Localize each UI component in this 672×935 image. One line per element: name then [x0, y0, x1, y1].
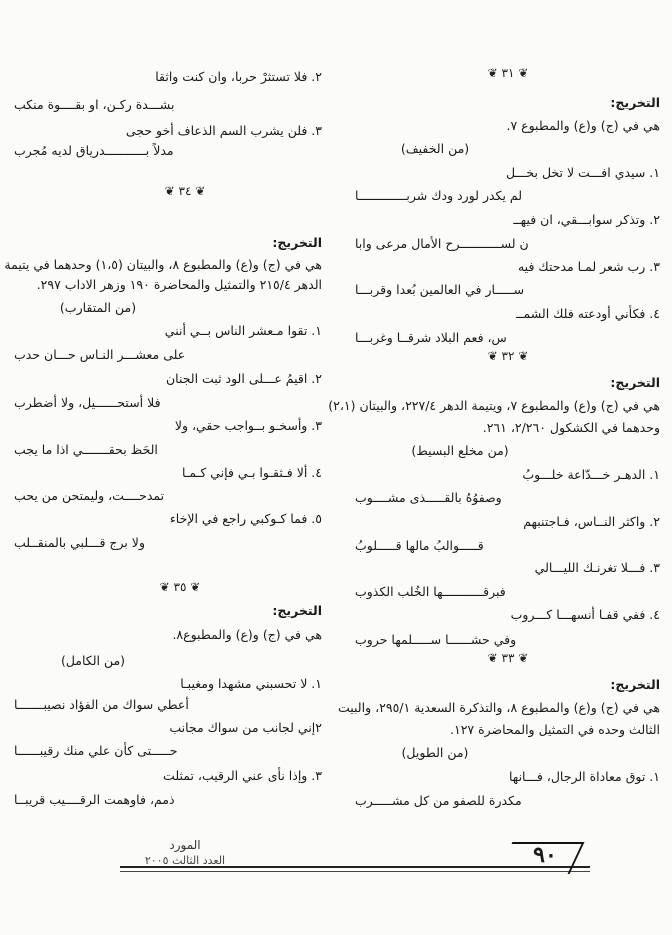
meter-label: (من الخفيف) — [400, 141, 470, 156]
verse-line: ٢. واكثر النــاس، فـاجتنبهم — [523, 514, 660, 529]
verse-line: قـــــوالبُ مالها قـــــلوبُ — [355, 538, 484, 553]
verse-line: ٢. اقيمُ عـــلى الود ثبت الجنان — [165, 371, 322, 386]
section-marker: ❦ ٣٤ ❦ — [155, 184, 215, 198]
section-marker: ❦ ٣١ ❦ — [478, 66, 538, 80]
verse-line: لم يكدر لورد ودك شربـــــــــــــا — [355, 188, 523, 203]
takhrij-label: التخريج: — [610, 677, 660, 692]
verse-line: ذمم، فاوهمت الرقــــيب قريبــا — [14, 792, 175, 807]
takhrij-text: هي في (ج) و(ع) والمطبوع ٧، ويتيمة الدهر ٢٢٧/٤، والبيتان (٢،١) — [328, 398, 660, 413]
takhrij-label: التخريج: — [610, 375, 660, 390]
verse-line: س، فعم البلاد شرقــا وغربـــا — [355, 330, 507, 345]
verse-line: وفي حشــــــا ســـــلمها حروب — [355, 632, 517, 647]
verse-line: الحَظ بحقـــــــي اذا ما يجب — [14, 442, 158, 457]
verse-line: وصفوُهُ بالقـــــذى مشــــوب — [355, 490, 502, 505]
verse-line: ســـــار في العالمين بُعدا وقربـــا — [355, 282, 525, 297]
verse-line: حـــــتى كأن علي منك رقيبــــــا — [14, 743, 178, 758]
takhrij-text: الثالث وحده في التمثيل والمحاضرة ١٢٧. — [450, 722, 660, 737]
takhrij-text: هي في (ج) و(ع) والمطبوع ٨، والبيتان (١،٥) وحدهما في يتيمة — [4, 257, 322, 272]
verse-line: مدلاً بـــــــــــدرياق لديه مُجرب — [14, 143, 174, 158]
verse-line: ١. الدهـر خـــدّاعة خلـــوبُ — [522, 467, 660, 482]
verse-line: مكدرة للصفو من كل مشـــــرب — [355, 793, 522, 808]
verse-line: ٣. وأسخـو بــواجب حقي، ولا — [174, 418, 322, 433]
takhrij-label: التخريج: — [610, 95, 660, 110]
section-marker: ❦ ٣٣ ❦ — [478, 651, 538, 665]
meter-label: (من الطويل) — [401, 745, 469, 760]
verse-line: ٥. فما كـوكبي راجع في الإخاء — [169, 511, 322, 526]
takhrij-label: التخريج: — [272, 235, 322, 250]
verse-line: ٤. ففي قفـا أنسهـــا كـــروب — [510, 607, 660, 622]
takhrij-text: وحدهما في الكشكول ٢/٢٦٠، ٢٦١. — [482, 420, 660, 435]
verse-line: ٣. رب شعر لمـا مدحتك فيه — [517, 259, 660, 274]
section-marker: ❦ ٣٥ ❦ — [150, 580, 210, 594]
verse-line: ١. تقوا مـعشر الناس بــي أنني — [164, 323, 322, 338]
verse-line: ٣. فلن يشرب السم الذعاف أخو حجى — [125, 123, 322, 138]
verse-line: ٢. فلا تستثرْ حربا، وان كنت واثقا — [155, 69, 322, 84]
verse-line: ولا برج قـــلبي بالمنقــلب — [14, 535, 145, 550]
verse-line: ٣. وإذا نأى عني الرقيب، تمثلت — [163, 768, 322, 783]
journal-issue: العدد الثالث ٢٠٠٥ — [144, 854, 226, 867]
verse-line: ١. لا تحسبني مشهدا ومغيبـا — [180, 676, 322, 691]
verse-line: ٤. ألا فـثقـوا بـي فإني كـمـا — [181, 465, 322, 480]
takhrij-text: الدهر ٢١٥/٤ والتمثيل والمحاضرة ١٩٠ وزهر الاداب ٢٩٧. — [36, 277, 322, 292]
verse-line: ٣. فـــلا تغرنـك الليـــالي — [534, 560, 660, 575]
journal-name: المورد — [169, 838, 201, 852]
verse-line: ٤. فكأني أودعته فلك الشمــ — [516, 306, 660, 321]
page-number: ٩٠ — [533, 842, 557, 868]
takhrij-text: هي في (ج) و(ع) والمطبوع ٧. — [506, 118, 660, 133]
meter-label: (من الكامل) — [60, 653, 126, 668]
verse-line: ٢إني لجانب من سواك مجانب — [169, 720, 322, 735]
verse-line: أعطي سواك من الفؤاد نصيبـــــــا — [14, 697, 189, 712]
verse-line: ١. توق معاداة الرجال، فـــانها — [509, 769, 660, 784]
verse-line: ن لســـــــــــرح الأمال مرعى وابا — [355, 236, 529, 251]
section-marker: ❦ ٣٢ ❦ — [478, 349, 538, 363]
verse-line: بشـــدة ركـن، او بقــــوة منكب — [14, 97, 175, 112]
verse-line: ١. سيدي افـــت لا تخل بخـــل — [505, 165, 660, 180]
verse-line: على معشـــر النـاس حـــان حدب — [14, 347, 186, 362]
verse-line: ٢. وتذكر سوابـــقي، ان فيهــ — [513, 212, 660, 227]
verse-line: فبرقـــــــــــها الخُلب الكذوب — [355, 584, 506, 599]
meter-label: (من المتقارب) — [59, 300, 137, 315]
meter-label: (من مخلع البسيط) — [411, 443, 509, 458]
takhrij-label: التخريج: — [272, 603, 322, 618]
verse-line: تمدحــــت، وليمتحن من يحب — [14, 488, 165, 503]
takhrij-text: هي في (ج) و(ع) والمطبوع ٨، والتذكرة السعدية ٢٩٥/١، والبيت — [337, 700, 660, 715]
verse-line: فلا أستحــــــيل، ولا أضطرب — [14, 395, 161, 410]
takhrij-text: هي في (ج) و(ع) والمطبوع٨. — [172, 627, 322, 642]
